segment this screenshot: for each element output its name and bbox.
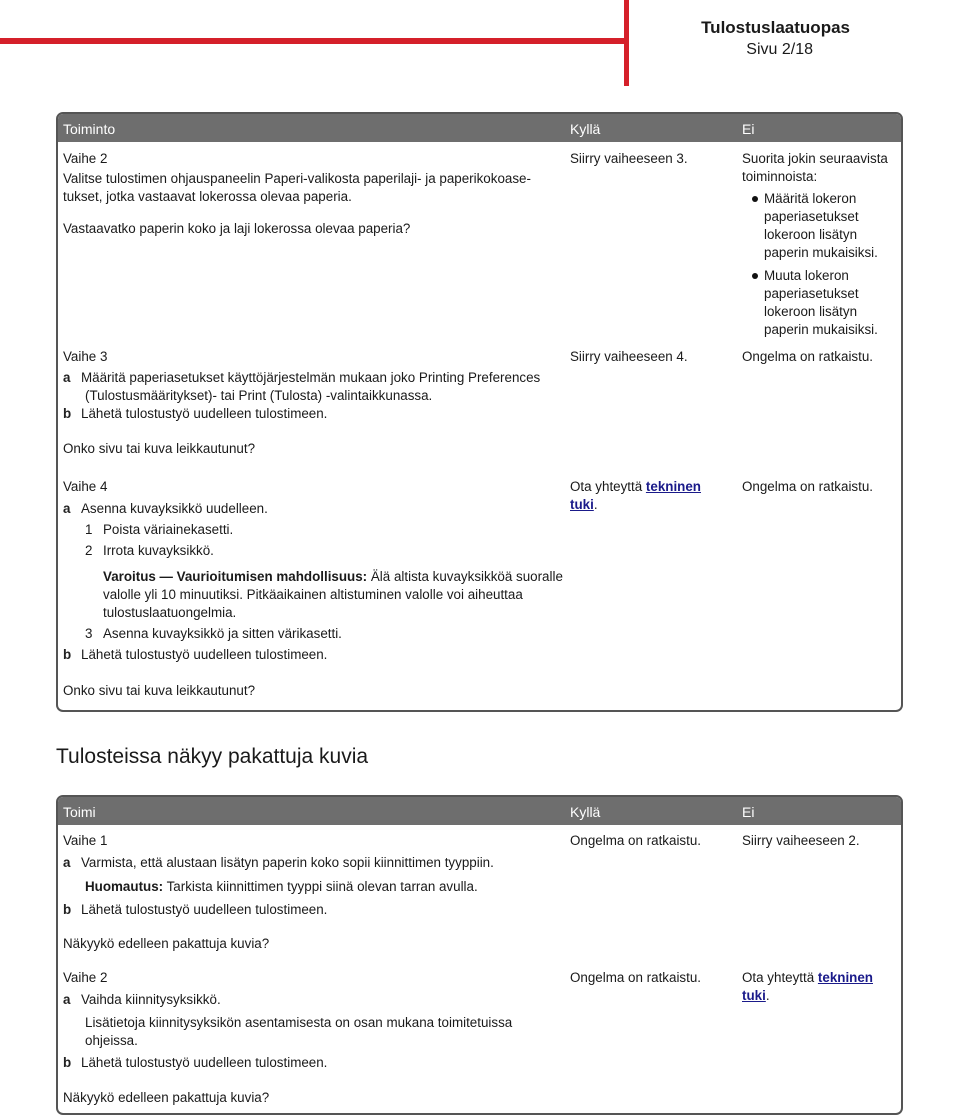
bullet-text: lokeroon lisätyn <box>764 227 858 242</box>
bullet-item <box>742 190 902 262</box>
yes-answer: Siirry vaiheeseen 4. <box>570 349 688 364</box>
column-header-no: Ei <box>742 804 755 820</box>
support-link[interactable]: tuki <box>742 988 766 1003</box>
yes-answer: Ongelma on ratkaistu. <box>570 833 701 848</box>
troubleshooting-table-1 <box>56 112 903 712</box>
numbered-step-text: Asenna kuvayksikkö ja sitten värikasetti. <box>103 626 342 641</box>
bullet-text: paperin mukaisiksi. <box>764 245 878 260</box>
table-header-row <box>58 797 901 825</box>
document-title: Tulostuslaatuopas <box>701 18 850 37</box>
warning-text: tulostuslaatuongelmia. <box>103 605 237 620</box>
punctuation: . <box>765 988 770 1003</box>
bullet-text: paperin mukaisiksi. <box>764 322 878 337</box>
note-label: Huomautus: <box>85 879 164 894</box>
yes-cell <box>570 478 730 514</box>
no-cell <box>742 150 902 339</box>
numbered-step-text: Irrota kuvayksikkö. <box>103 543 214 558</box>
troubleshooting-table-2 <box>56 795 903 1115</box>
sub-step-label: a <box>63 992 71 1007</box>
step-question: Näkyykö edelleen pakattuja kuvia? <box>63 936 270 951</box>
step-question: Vastaavatko paperin koko ja laji lokerossa olevaa paperia? <box>63 221 411 236</box>
sub-step-text: Lähetä tulostustyö uudelleen tulostimeen. <box>81 902 328 917</box>
warning-note <box>63 568 568 622</box>
no-answer: Ongelma on ratkaistu. <box>742 349 873 364</box>
sub-step-label: b <box>63 647 72 662</box>
column-header-yes: Kyllä <box>570 121 601 137</box>
step-question: Onko sivu tai kuva leikkautunut? <box>63 683 256 698</box>
step-question: Onko sivu tai kuva leikkautunut? <box>63 441 256 456</box>
sub-step-label: a <box>63 370 71 385</box>
step-title: Vaihe 3 <box>63 349 108 364</box>
info-text: Lisätietoja kiinnitysyksikön asentamisesta on osan mukana toimitetuissa <box>85 1015 513 1030</box>
column-header-yes: Kyllä <box>570 804 601 820</box>
warning-text: Älä altista kuvayksikköä suoralle <box>367 569 563 584</box>
bullet-item <box>742 267 902 339</box>
yes-answer: Siirry vaiheeseen 3. <box>570 151 688 166</box>
sub-step-text: Lähetä tulostustyö uudelleen tulostimeen. <box>81 1055 328 1070</box>
yes-answer: Ongelma on ratkaistu. <box>570 970 701 985</box>
no-answer-intro: Suorita jokin seuraavista <box>742 151 888 166</box>
column-header-no: Ei <box>742 121 755 137</box>
step-question: Näkyykö edelleen pakattuja kuvia? <box>63 1090 270 1105</box>
column-header-action: Toiminto <box>63 121 116 137</box>
no-answer-intro: toiminnoista: <box>742 169 818 184</box>
note <box>63 878 568 896</box>
sub-step-text: Varmista, että alustaan lisätyn paperin koko sopii kiinnittimen tyyppiin. <box>81 855 494 870</box>
sub-step-text: Määritä paperiasetukset käyttöjärjestelmän mukaan joko Printing Preferences <box>81 370 541 385</box>
sub-step-label: b <box>63 902 72 917</box>
sub-step-text: Lähetä tulostustyö uudelleen tulostimeen. <box>81 647 328 662</box>
sub-step-text: Asenna kuvayksikkö uudelleen. <box>81 501 268 516</box>
step-title: Vaihe 2 <box>63 970 108 985</box>
sub-step-text: Lähetä tulostustyö uudelleen tulostimeen. <box>81 406 328 421</box>
step-title: Vaihe 1 <box>63 833 108 848</box>
section-heading: Tulosteissa näkyy pakattuja kuvia <box>56 745 369 768</box>
header-red-divider <box>624 0 629 86</box>
support-link[interactable]: tekninen <box>817 970 873 985</box>
sub-step-label: a <box>63 855 71 870</box>
bullet-text: paperiasetukset <box>764 209 859 224</box>
bullet-icon <box>752 196 758 202</box>
yes-answer: Ota yhteyttä <box>570 479 646 494</box>
note-text: Tarkista kiinnittimen tyyppi siinä olevan tarran avulla. <box>163 879 478 894</box>
step-text: Valitse tulostimen ohjauspaneelin Paperi-valikosta paperilaji- ja paperikokoase- <box>63 171 531 186</box>
numbered-step-label: 2 <box>85 543 93 558</box>
sub-step-label: b <box>63 1055 72 1070</box>
sub-step-text: Vaihda kiinnitysyksikkö. <box>81 992 221 1007</box>
bullet-text: Määritä lokeron <box>764 191 857 206</box>
no-answer: Ongelma on ratkaistu. <box>742 479 873 494</box>
punctuation: . <box>593 497 598 512</box>
warning-text: valolle yli 10 minuutiksi. Pitkäaikainen altistuminen valolle voi aiheuttaa <box>103 587 523 602</box>
step-text: tukset, jotka vastaavat lokerossa olevaa paperia. <box>63 189 352 204</box>
numbered-step-label: 3 <box>85 626 93 641</box>
column-header-action: Toimi <box>63 804 96 820</box>
warning-label: Varoitus — Vaurioitumisen mahdollisuus: <box>103 569 368 584</box>
yes-cell <box>570 150 688 168</box>
support-link[interactable]: tekninen <box>645 479 701 494</box>
no-answer: Siirry vaiheeseen 2. <box>742 833 860 848</box>
bullet-text: Muuta lokeron <box>764 268 849 283</box>
table-header-row <box>58 114 901 142</box>
no-answer: Ota yhteyttä <box>742 970 818 985</box>
support-link[interactable]: tuki <box>570 497 594 512</box>
page-number: Sivu 2/18 <box>746 41 813 58</box>
sub-step-text: (Tulostusmääritykset)- tai Print (Tulosta) -valintaikkunassa. <box>85 388 433 403</box>
bullet-icon <box>752 273 758 279</box>
bullet-text: lokeroon lisätyn <box>764 304 858 319</box>
step-title: Vaihe 4 <box>63 479 108 494</box>
sub-step-label: a <box>63 501 71 516</box>
sub-step-label: b <box>63 406 72 421</box>
step-title: Vaihe 2 <box>63 151 108 166</box>
header-red-rule <box>0 38 627 44</box>
no-cell <box>742 969 902 1005</box>
numbered-step-label: 1 <box>85 522 93 537</box>
bullet-text: paperiasetukset <box>764 286 859 301</box>
numbered-step-text: Poista väriainekasetti. <box>103 522 234 537</box>
info-text: ohjeissa. <box>85 1033 138 1048</box>
